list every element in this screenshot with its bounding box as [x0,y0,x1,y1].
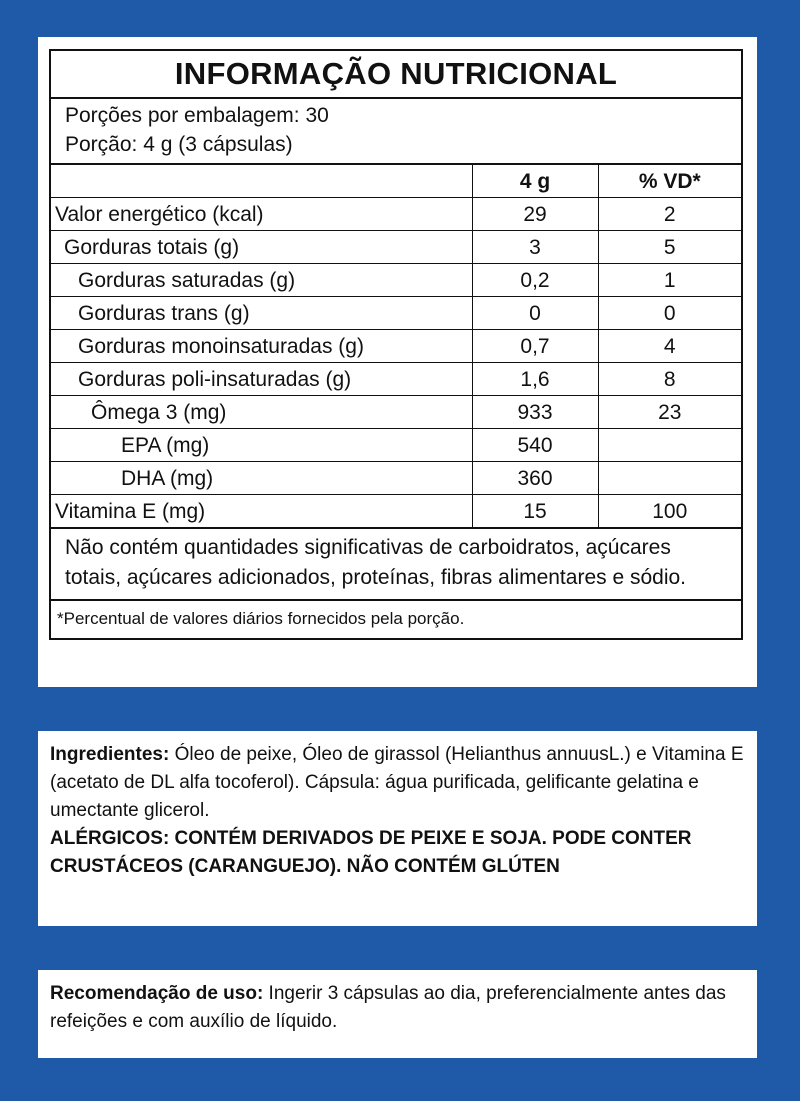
table-row [51,330,741,363]
nutrient-dv: 8 [598,363,741,396]
nutrient-amount: 933 [472,396,598,429]
usage-text-block [50,980,750,1036]
usage-panel [38,970,757,1058]
nutrient-name: Ômega 3 (mg) [51,396,472,429]
nutrient-amount: 0 [472,297,598,330]
nutrition-footnote: *Percentual de valores diários fornecidos pela porção. [57,609,465,628]
nutrition-table [49,49,743,640]
table-row [51,429,741,462]
usage-label: Recomendação de uso: [50,983,264,1004]
nutrient-name: Gorduras saturadas (g) [51,264,472,297]
header-amount: 4 g [472,165,598,198]
table-header-row [51,165,741,198]
nutrient-dv [598,462,741,495]
table-row [51,297,741,330]
nutrient-name: Gorduras trans (g) [51,297,472,330]
nutrient-dv: 5 [598,231,741,264]
table-row [51,231,741,264]
nutrient-name: Gorduras poli-insaturadas (g) [51,363,472,396]
nutrient-dv: 0 [598,297,741,330]
nutrient-dv: 1 [598,264,741,297]
nutrient-name: Vitamina E (mg) [51,495,472,529]
usage-text: Ingerir 3 cápsulas ao dia, preferencialmente antes das refeições e com auxílio de líquido. [50,983,726,1032]
nutrient-name: Gorduras monoinsaturadas (g) [51,330,472,363]
allergen-warning: ALÉRGICOS: CONTÉM DERIVADOS DE PEIXE E SOJA. PODE CONTER CRUSTÁCEOS (CARANGUEJO). NÃO CONTÉM GLÚTEN [50,828,692,877]
nutrition-title: INFORMAÇÃO NUTRICIONAL [51,51,741,99]
nutrient-dv: 23 [598,396,741,429]
ingredients-text: Óleo de peixe, Óleo de girassol (Helianthus annuusL.) e Vitamina E (acetato de DL alfa tocoferol). Cápsula: água purificada, gelificante gelatina e umectante glicerol. [50,744,744,821]
nutrition-panel [38,37,757,687]
ingredients-panel [38,731,757,926]
table-row [51,396,741,429]
nutrient-grid [51,165,741,529]
nutrient-amount: 540 [472,429,598,462]
table-row [51,264,741,297]
nutrient-dv: 2 [598,198,741,231]
nutrient-name: EPA (mg) [51,429,472,462]
nutrient-amount: 15 [472,495,598,529]
nutrient-name: Gorduras totais (g) [51,231,472,264]
table-row [51,363,741,396]
nutrient-amount: 29 [472,198,598,231]
nutrient-dv: 4 [598,330,741,363]
portion-info [51,99,741,165]
nutrient-amount: 1,6 [472,363,598,396]
header-dv: % VD* [598,165,741,198]
nutrient-name: DHA (mg) [51,462,472,495]
nutrient-amount: 0,2 [472,264,598,297]
nutrient-name: Valor energético (kcal) [51,198,472,231]
table-row [51,462,741,495]
nutrient-dv: 100 [598,495,741,529]
serving-size: Porção: 4 g (3 cápsulas) [65,133,293,156]
table-row [51,198,741,231]
nutrient-amount: 0,7 [472,330,598,363]
table-row [51,495,741,529]
ingredients-label: Ingredientes: [50,744,170,765]
nutrient-dv [598,429,741,462]
nutrient-amount: 3 [472,231,598,264]
nutrition-note: Não contém quantidades significativas de carboidratos, açúcares totais, açúcares adicionados, proteínas, fibras alimentares e sódio. [51,529,741,601]
nutrient-amount: 360 [472,462,598,495]
ingredients-text-block [50,741,750,881]
header-name [51,165,472,198]
servings-per-package: Porções por embalagem: 30 [65,104,329,127]
